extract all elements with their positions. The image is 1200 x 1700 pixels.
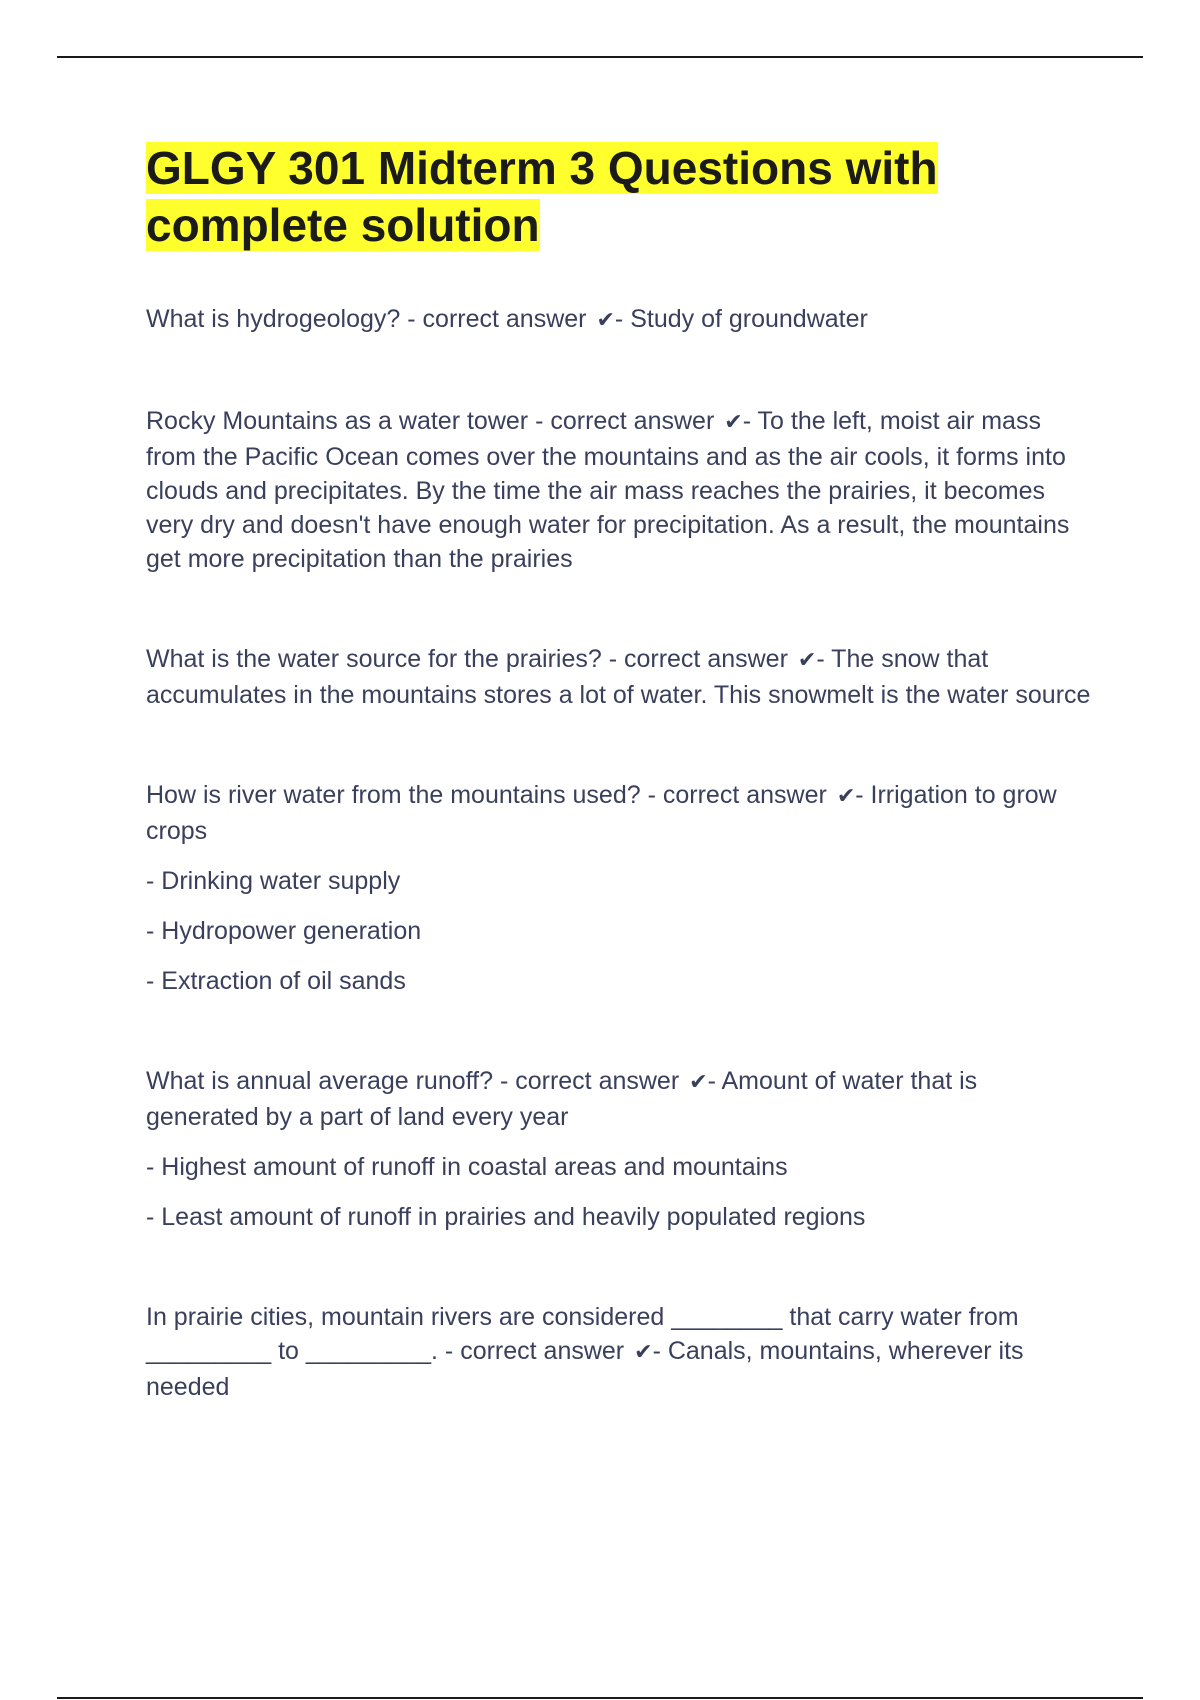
qa-text [146,302,1096,338]
qa-item-1 [146,302,1096,338]
checkmark-icon: ✔ [689,1070,708,1095]
question: How is river water from the mountains used? [146,781,641,809]
checkmark-icon: ✔ [797,648,817,673]
answer: - Study of groundwater [614,305,868,333]
qa-text [146,642,1096,712]
question: What is annual average runoff? [146,1067,493,1095]
title-line-2: complete solution [146,199,540,251]
answer: - Amount of water that is generated by a part of land every year [146,1067,978,1131]
answer: - To the left, moist air mass from the Pacific Ocean comes over the mountains and as the air cools, it forms into clouds and precipitates. By the time the air mass reaches the prairies, it becomes very dry and doesn't have enough water for precipitation. As a result, the mountains get more precipitation than the prairies [146,407,1070,573]
answer: - Canals, mountains, wherever its needed [146,1337,1024,1401]
answer-label: - correct answer [444,1337,625,1365]
bottom-rule [57,1697,1143,1699]
answer-label: - correct answer [499,1067,680,1095]
qa-text [146,1064,1096,1134]
answer-label: - correct answer [608,645,788,673]
checkmark-icon: ✔ [724,410,743,435]
qa-text [146,778,1096,848]
bullet-item: - Least amount of runoff in prairies and heavily populated regions [146,1203,866,1231]
question: What is hydrogeology? [146,305,401,333]
question: What is the water source for the prairies? [146,645,602,673]
bullet-item: - Drinking water supply [146,867,401,895]
question: In prairie cities, mountain rivers are considered ________ that carry water from _________ to _________. [146,1303,1019,1365]
bullet-item: - Hydropower generation [146,917,422,945]
answer-label: - correct answer [535,407,715,435]
question: Rocky Mountains as a water tower [146,407,529,435]
qa-item-4 [146,778,1096,998]
qa-item-6 [146,1300,1096,1404]
bullet-item: - Highest amount of runoff in coastal areas and mountains [146,1153,788,1181]
document-body [146,140,1096,1404]
qa-text [146,1300,1096,1404]
checkmark-icon: ✔ [836,784,856,809]
document-title [146,140,1096,254]
qa-item-5 [146,1064,1096,1234]
qa-item-3 [146,642,1096,712]
title-line-1: GLGY 301 Midterm 3 Questions with [146,142,938,194]
top-rule [57,56,1143,58]
checkmark-icon: ✔ [634,1340,653,1365]
answer: - Irrigation to grow crops [146,781,1057,845]
checkmark-icon: ✔ [596,308,615,333]
answer-label: - correct answer [647,781,827,809]
qa-item-2 [146,404,1096,576]
qa-text [146,404,1096,576]
bullet-item: - Extraction of oil sands [146,967,406,995]
answer-label: - correct answer [407,305,587,333]
answer: - The snow that accumulates in the mountains stores a lot of water. This snowmelt is the water source [146,645,1091,709]
